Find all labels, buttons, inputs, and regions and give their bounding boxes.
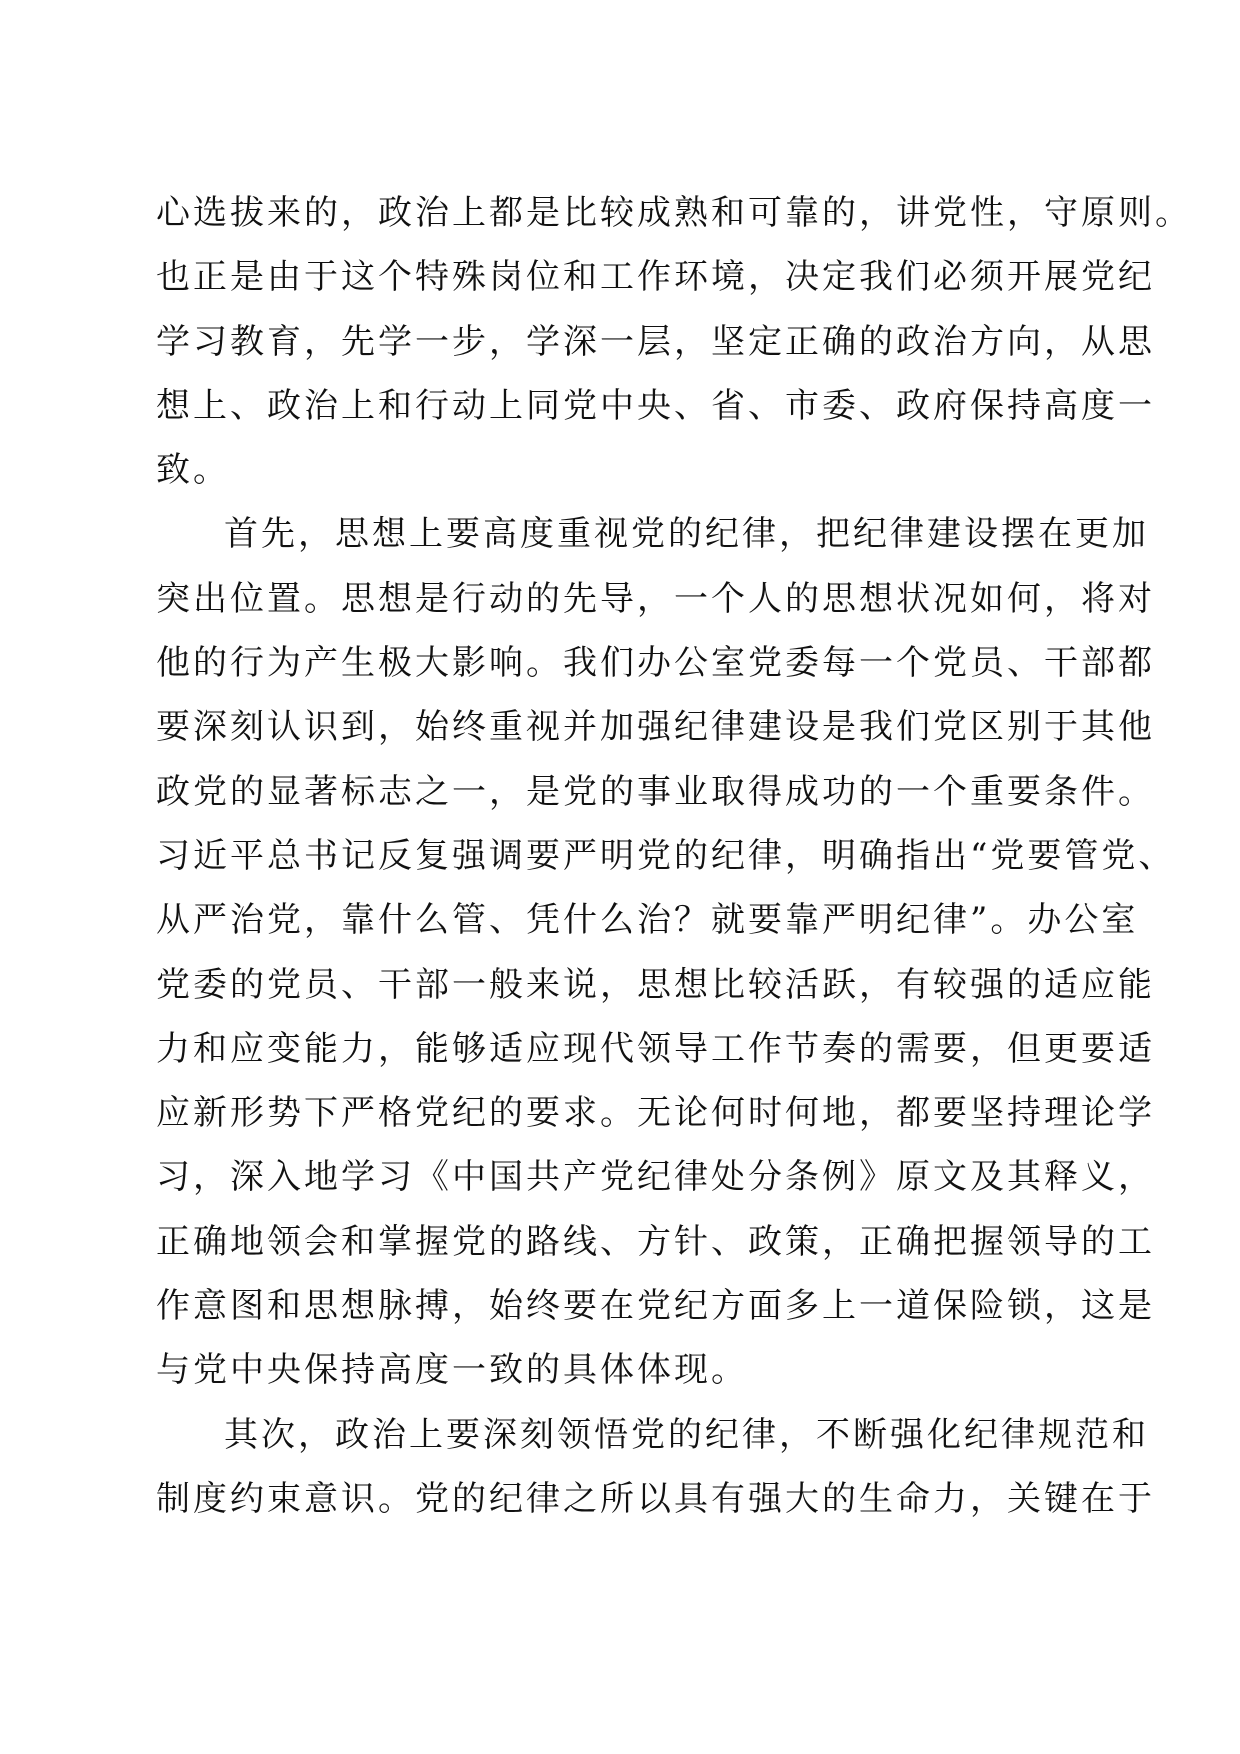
text-line: 他的行为产生极大影响。我们办公室党委每一个党员、干部都: [156, 643, 1155, 684]
text-line: 力和应变能力，能够适应现代领导工作节奏的需要，但更要适: [156, 1028, 1155, 1069]
paragraph-first: [156, 502, 1176, 1402]
body-text: [156, 181, 1192, 1531]
text-line: 与党中央保持高度一致的具体体现。: [156, 1350, 748, 1391]
text-line: 习近平总书记反复强调要严明党的纪律，明确指出“党要管党、: [156, 835, 1176, 876]
text-line: 党委的党员、干部一般来说，思想比较活跃，有较强的适应能: [156, 964, 1155, 1005]
text-line: 学习教育，先学一步，学深一层，坚定正确的政治方向，从思: [156, 321, 1155, 362]
text-line: 也正是由于这个特殊岗位和工作环境，决定我们必须开展党纪: [156, 257, 1155, 298]
text-line: 应新形势下严格党纪的要求。无论何时何地，都要坚持理论学: [156, 1093, 1155, 1134]
text-line: 正确地领会和掌握党的路线、方针、政策，正确把握领导的工: [156, 1221, 1155, 1262]
text-line: 想上、政治上和行动上同党中央、省、市委、政府保持高度一: [156, 385, 1155, 426]
text-line: 从严治党，靠什么管、凭什么治？就要靠严明纪律”。办公室: [156, 900, 1139, 941]
text-line: 作意图和思想脉搏，始终要在党纪方面多上一道保险锁，这是: [156, 1286, 1155, 1327]
text-line: 要深刻认识到，始终重视并加强纪律建设是我们党区别于其他: [156, 707, 1155, 748]
text-line: 其次，政治上要深刻领悟党的纪律，不断强化纪律规范和: [224, 1414, 1149, 1455]
text-line: 致。: [156, 450, 230, 491]
text-line: 心选拔来的，政治上都是比较成熟和可靠的，讲党性，守原则。: [156, 193, 1192, 233]
text-line: 首先，思想上要高度重视党的纪律，把纪律建设摆在更加: [224, 514, 1149, 555]
paragraph-second: [156, 1403, 1155, 1532]
text-line: 突出位置。思想是行动的先导，一个人的思想状况如何，将对: [156, 578, 1155, 619]
text-line: 习，深入地学习《中国共产党纪律处分条例》原文及其释义，: [156, 1157, 1155, 1198]
text-line: 制度约束意识。党的纪律之所以具有强大的生命力，关键在于: [156, 1478, 1155, 1519]
text-line: 政党的显著标志之一，是党的事业取得成功的一个重要条件。: [156, 771, 1155, 812]
paragraph-continuation: [156, 181, 1192, 502]
